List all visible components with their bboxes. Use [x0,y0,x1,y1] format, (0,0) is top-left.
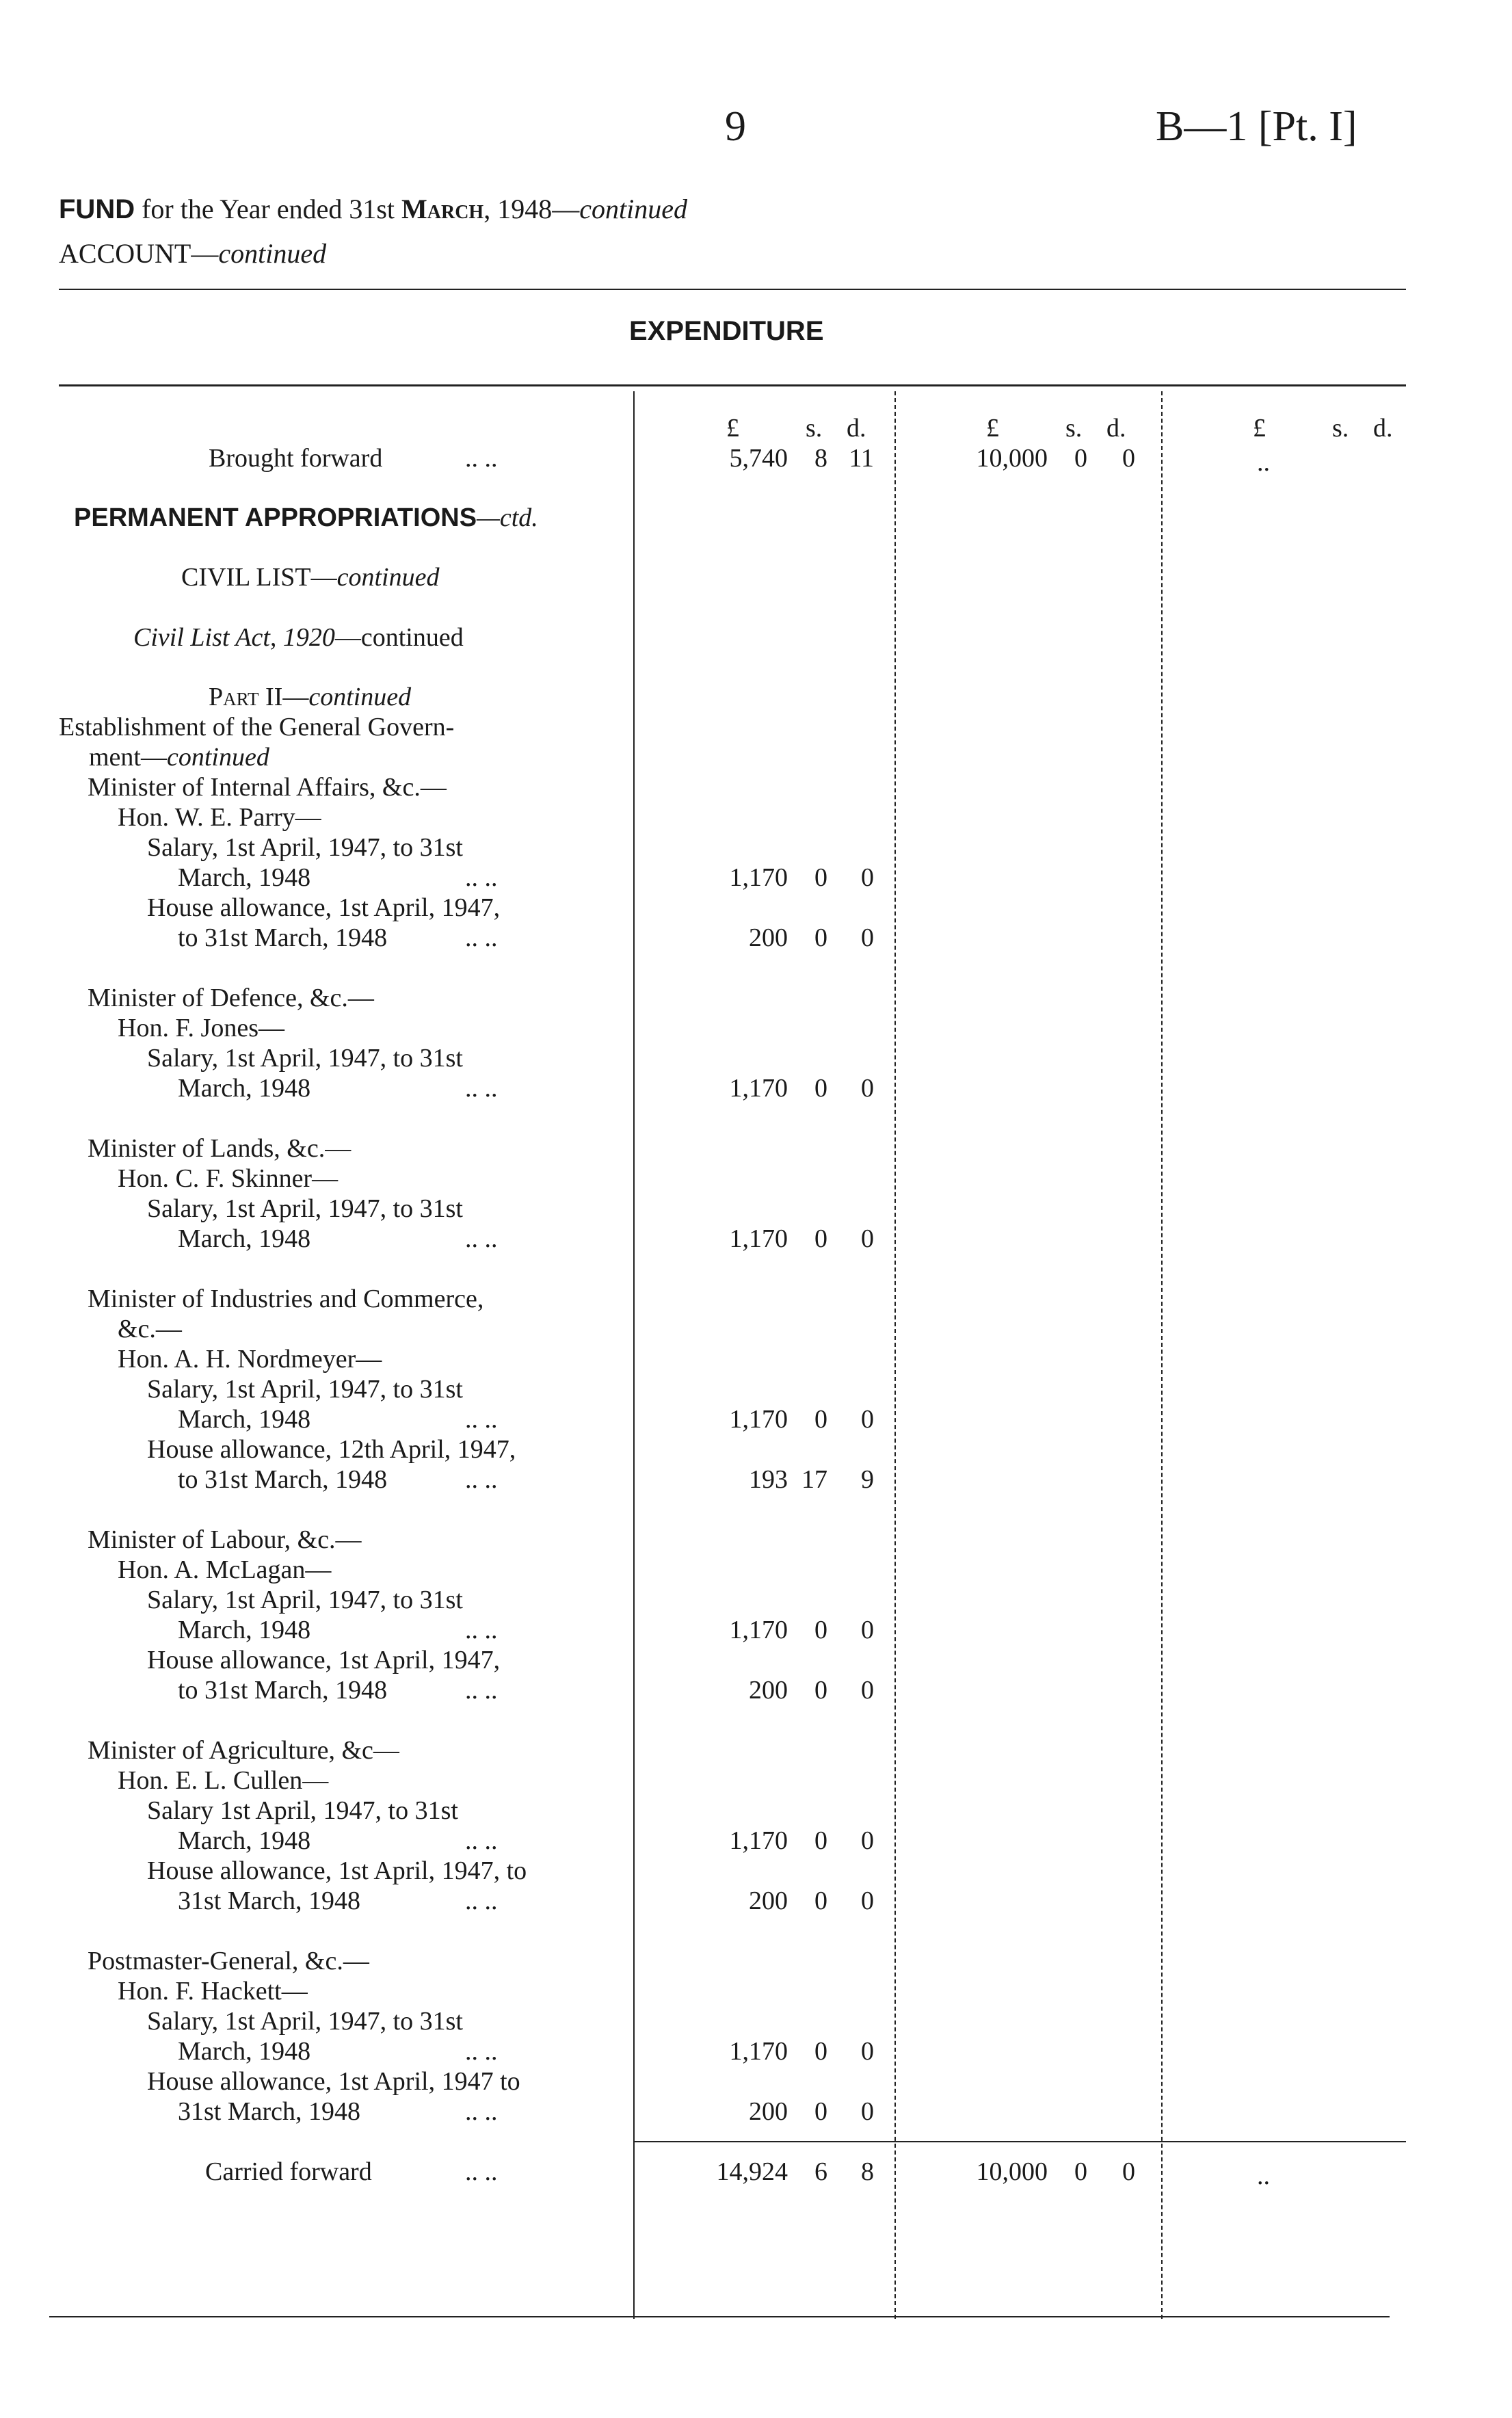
item-pence: 0 [861,863,874,892]
item-shillings: 0 [814,1074,827,1103]
item-shillings: 0 [814,1405,827,1434]
item-text: Salary, 1st April, 1947, to 31st [147,1586,463,1614]
item-text: Hon. A. McLagan— [118,1555,332,1584]
rule-bottom [49,2316,1390,2317]
col3-pound-header: £ [1253,414,1266,443]
item-text: Salary, 1st April, 1947, to 31st [147,2007,463,2036]
item-text: March, 1948 [178,863,311,892]
civil-list-continued: continued [336,563,440,592]
item-text: Hon. A. H. Nordmeyer— [118,1345,382,1374]
item-text: to 31st March, 1948 [178,923,388,952]
establishment-line-2 [89,742,269,772]
item-text: Minister of Labour, &c.— [88,1525,362,1554]
item-text: Hon. F. Hackett— [118,1977,308,2006]
item-shillings: 0 [814,2037,827,2066]
item-text: March, 1948 [178,2037,311,2066]
item-dots: .. .. [465,1074,498,1103]
item-text: Postmaster-General, &c.— [88,1947,369,1975]
item-text: March, 1948 [178,1405,311,1434]
item-dots: .. .. [465,863,498,892]
item-pounds: 200 [749,1887,788,1915]
item-pence: 9 [861,1465,874,1494]
item-shillings: 0 [814,1826,827,1855]
item-dots: .. .. [465,1676,498,1705]
part-text: Part II— [209,683,309,711]
item-text: Hon. E. L. Cullen— [118,1766,329,1795]
item-text: Salary, 1st April, 1947, to 31st [147,1044,463,1073]
fund-continued: continued [579,194,687,224]
item-dots: .. .. [465,1826,498,1855]
item-shillings: 17 [801,1465,827,1494]
fund-month: March [401,194,484,224]
item-text: 31st March, 1948 [178,2097,361,2126]
col1-pence-header: d. [847,414,866,443]
item-pounds: 1,170 [729,1224,788,1253]
item-text: Minister of Defence, &c.— [88,984,374,1012]
item-shillings: 0 [814,1224,827,1253]
item-pence: 0 [861,2037,874,2066]
item-pounds: 1,170 [729,1074,788,1103]
part-heading [209,682,411,712]
rule-under-title [59,384,1406,386]
item-dots: .. .. [465,2097,498,2126]
item-text: Hon. W. E. Parry— [118,803,321,832]
item-pence: 0 [861,1074,874,1103]
col2-pound-header: £ [986,414,999,443]
account-continued: continued [218,238,327,269]
col3-pence-header: d. [1373,414,1393,443]
carried-forward-c1-shillings: 6 [814,2157,827,2186]
item-pounds: 1,170 [729,863,788,892]
item-pence: 0 [861,2097,874,2126]
item-dots: .. .. [465,2037,498,2066]
item-dots: .. .. [465,1465,498,1494]
item-text: House allowance, 1st April, 1947, [147,893,501,922]
brought-forward-c2-pounds: 10,000 [976,444,1048,473]
item-pounds: 1,170 [729,2037,788,2066]
establishment-text: ment— [89,743,167,772]
item-text: Salary, 1st April, 1947, to 31st [147,1194,463,1223]
account-title [59,237,326,270]
item-text: to 31st March, 1948 [178,1676,388,1705]
item-shillings: 0 [814,2097,827,2126]
civil-list-text: CIVIL LIST— [181,563,337,592]
brought-forward-c3: .. [1257,448,1270,477]
column-rule-3 [1161,391,1163,2319]
col2-shillings-header: s. [1065,414,1083,443]
civil-list-heading [181,562,439,592]
brought-forward-c2-pence: 0 [1122,444,1135,473]
page-number: 9 [725,103,746,150]
item-pence: 0 [861,1676,874,1705]
item-text: Hon. F. Jones— [118,1014,284,1042]
item-shillings: 0 [814,1676,827,1705]
item-pounds: 193 [749,1465,788,1494]
fund-text: for the Year ended 31st [135,194,402,224]
item-shillings: 0 [814,1616,827,1644]
item-text: Hon. C. F. Skinner— [118,1164,339,1193]
carried-forward-label: Carried forward [205,2157,372,2186]
fund-title [59,193,687,225]
column-rule-2 [894,391,896,2319]
col1-shillings-header: s. [806,414,823,443]
column-rule-1 [633,391,635,2319]
item-text: Minister of Industries and Commerce, [88,1285,484,1313]
permanent-appropriations-heading [74,503,538,533]
item-text: March, 1948 [178,1826,311,1855]
item-pence: 0 [861,1826,874,1855]
item-dots: .. .. [465,1405,498,1434]
item-text: March, 1948 [178,1616,311,1644]
establishment-continued: continued [166,743,269,772]
act-text: Civil List Act, 1920 [133,623,335,652]
item-dots: .. .. [465,1616,498,1644]
item-pounds: 1,170 [729,1826,788,1855]
brought-forward-c1-pence: 11 [849,444,874,473]
item-text: Minister of Agriculture, &c— [88,1736,399,1765]
item-pounds: 200 [749,923,788,952]
item-dots: .. .. [465,1224,498,1253]
item-pounds: 200 [749,1676,788,1705]
item-shillings: 0 [814,1887,827,1915]
act-continued: —continued [334,623,464,652]
item-text: Salary, 1st April, 1947, to 31st [147,833,463,862]
item-text: to 31st March, 1948 [178,1465,388,1494]
total-rule [633,2141,1406,2142]
item-text: March, 1948 [178,1074,311,1103]
item-pence: 0 [861,923,874,952]
carried-forward-c2-pounds: 10,000 [976,2157,1048,2186]
carried-forward-c2-shillings: 0 [1074,2157,1087,2186]
col2-pence-header: d. [1106,414,1126,443]
establishment-line-1: Establishment of the General Govern- [59,713,455,741]
item-pounds: 1,170 [729,1405,788,1434]
item-dots: .. .. [465,923,498,952]
permanent-text: PERMANENT APPROPRIATIONS [74,503,477,532]
account-text: ACCOUNT— [59,238,219,269]
col3-shillings-header: s. [1332,414,1349,443]
item-pence: 0 [861,1616,874,1644]
item-pounds: 200 [749,2097,788,2126]
carried-forward-c3: .. [1257,2161,1270,2190]
act-heading [133,622,464,653]
carried-forward-c1-pounds: 14,924 [716,2157,788,2186]
fund-bold: FUND [59,194,135,224]
item-pence: 0 [861,1887,874,1915]
part-continued: continued [308,683,412,711]
rule-top [59,289,1406,290]
item-dots: .. .. [465,1887,498,1915]
item-text: 31st March, 1948 [178,1887,361,1915]
item-text: Salary 1st April, 1947, to 31st [147,1796,458,1825]
item-pounds: 1,170 [729,1616,788,1644]
brought-forward-c2-shillings: 0 [1074,444,1087,473]
item-text: March, 1948 [178,1224,311,1253]
brought-forward-label: Brought forward [209,444,383,473]
item-text: House allowance, 1st April, 1947, to [147,1856,527,1885]
col1-pound-header: £ [726,414,739,443]
brought-forward-c1-pounds: 5,740 [729,444,788,473]
brought-forward-dots: .. .. [465,444,498,473]
page-reference: B—1 [Pt. I] [1156,103,1357,150]
item-text: House allowance, 1st April, 1947, [147,1646,501,1674]
item-shillings: 0 [814,923,827,952]
item-text: Minister of Internal Affairs, &c.— [88,773,447,802]
section-title: EXPENDITURE [629,316,824,346]
item-pence: 0 [861,1405,874,1434]
item-text: House allowance, 12th April, 1947, [147,1435,516,1464]
brought-forward-c1-shillings: 8 [814,444,827,473]
item-text: House allowance, 1st April, 1947 to [147,2067,520,2096]
carried-forward-dots: .. .. [465,2157,498,2186]
item-pence: 0 [861,1224,874,1253]
item-text: Minister of Lands, &c.— [88,1134,352,1163]
fund-year: , 1948— [483,194,580,224]
carried-forward-c2-pence: 0 [1122,2157,1135,2186]
item-text: &c.— [118,1315,182,1343]
permanent-ctd: —ctd. [477,503,538,532]
item-shillings: 0 [814,863,827,892]
carried-forward-c1-pence: 8 [861,2157,874,2186]
item-text: Salary, 1st April, 1947, to 31st [147,1375,463,1404]
